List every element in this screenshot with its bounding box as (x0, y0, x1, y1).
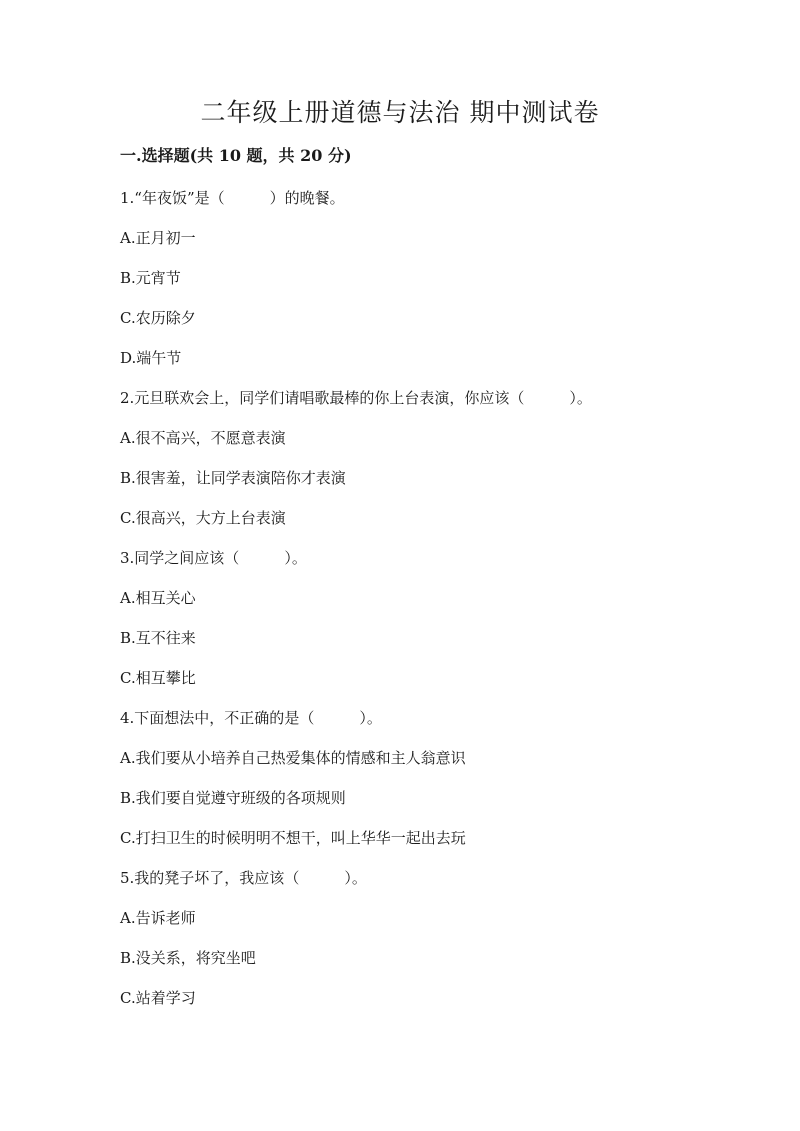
section-heading: 一.选择题(共 10 题，共 20 分) (120, 146, 352, 165)
question-stem-2: 2.元旦联欢会上，同学们请唱歌最棒的你上台表演，你应该（ ）。 (120, 389, 592, 407)
question-stem-5: 5.我的凳子坏了，我应该（ ）。 (120, 869, 367, 887)
question-2-option-a: A.很不高兴，不愿意表演 (120, 429, 286, 447)
question-4-option-c: C.打扫卫生的时候明明不想干，叫上华华一起出去玩 (120, 829, 466, 847)
question-5-option-c: C.站着学习 (120, 989, 196, 1007)
question-stem-4: 4.下面想法中，不正确的是（ ）。 (120, 709, 382, 727)
question-list (120, 186, 740, 1026)
question-5-option-a: A.告诉老师 (120, 909, 196, 927)
question-stem-1: 1.“年夜饭”是（ ）的晚餐。 (120, 189, 345, 207)
question-1-option-a: A.正月初一 (120, 229, 196, 247)
question-2-option-b: B.很害羞，让同学表演陪你才表演 (120, 469, 346, 487)
question-1-option-c: C.农历除夕 (120, 309, 196, 327)
question-4-option-a: A.我们要从小培养自己热爱集体的情感和主人翁意识 (120, 749, 466, 767)
question-stem-3: 3.同学之间应该（ ）。 (120, 549, 307, 567)
question-2-option-c: C.很高兴，大方上台表演 (120, 509, 286, 527)
question-3-option-b: B.互不往来 (120, 629, 196, 647)
page-title: 二年级上册道德与法治 期中测试卷 (200, 98, 600, 127)
question-4-option-b: B.我们要自觉遵守班级的各项规则 (120, 789, 346, 807)
question-3-option-c: C.相互攀比 (120, 669, 196, 687)
question-1-option-d: D.端午节 (120, 349, 182, 367)
question-3-option-a: A.相互关心 (120, 589, 196, 607)
question-1-option-b: B.元宵节 (120, 269, 181, 287)
question-5-option-b: B.没关系，将究坐吧 (120, 949, 256, 967)
